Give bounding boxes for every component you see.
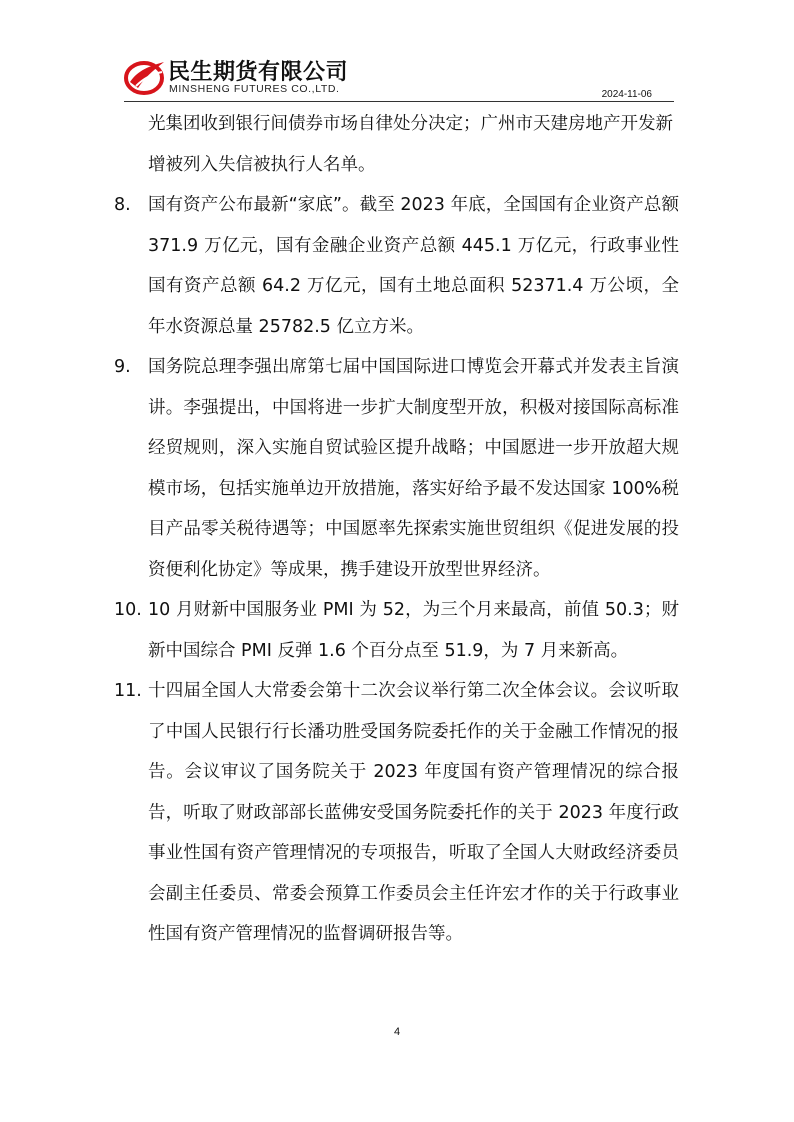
list-item-text: 十四届全国人大常委会第十二次会议举行第二次全体会议。会议听取了中国人民银行行长潘功胜受国务院委托作的关于金融工作情况的报告。会议审议了国务院关于 2023 年度国有资产管理情况的综合报告，听取了财政部部长蓝佛安受国务院委托作的关于 2023 年度行政事业性国有资产管理情况的专项报告，听取了全国人大财政经济委员会副主任委员、常委会预算工作委员会主任许宏才作的关于行政事业性国有资产管理情况的监督调研报告等。	[148, 681, 679, 944]
list-item-number: 11.	[114, 681, 142, 701]
logo-english-name: MINSHENG FUTURES CO.,LTD.	[169, 83, 340, 95]
page-header	[124, 52, 674, 102]
continued-paragraph-text: 光集团收到银行间债券市场自律处分决定；广州市天建房地产开发新增被列入失信被执行人名单。	[148, 114, 673, 175]
document-body	[114, 104, 679, 955]
header-divider	[124, 101, 674, 102]
list-item-text: 国有资产公布最新“家底”。截至 2023 年底，全国国有企业资产总额 371.9 万亿元，国有金融企业资产总额 445.1 万亿元，行政事业性国有资产总额 64.2 万亿元，国有土地总面积 52371.4 万公顷，全年水资源总量 25782.5 亿立方米。	[148, 195, 679, 337]
report-date: 2024-11-06	[601, 89, 652, 100]
list-item-number: 9.	[114, 357, 131, 377]
list-item-9	[114, 347, 679, 590]
list-item-8	[114, 185, 679, 347]
list-item-number: 10.	[114, 600, 142, 620]
list-item-text: 10 月财新中国服务业 PMI 为 52，为三个月来最高，前值 50.3；财新中国综合 PMI 反弹 1.6 个百分点至 51.9，为 7 月来新高。	[148, 600, 679, 661]
list-item-number: 8.	[114, 195, 131, 215]
list-item-text: 国务院总理李强出席第七届中国国际进口博览会开幕式并发表主旨演讲。李强提出，中国将进一步扩大制度型开放，积极对接国际高标准经贸规则，深入实施自贸试验区提升战略；中国愿进一步开放超大规模市场，包括实施单边开放措施，落实好给予最不发达国家 100%税目产品零关税待遇等；中国愿率先探索实施世贸组织《促进发展的投资便利化协定》等成果，携手建设开放型世界经济。	[148, 357, 679, 580]
logo-chinese-name: 民生期货有限公司	[168, 60, 349, 85]
company-logo	[124, 52, 364, 100]
page-number: 4	[393, 1026, 401, 1038]
list-item-11	[114, 671, 679, 955]
continued-paragraph	[114, 104, 679, 185]
list-item-10	[114, 590, 679, 671]
minsheng-logo-icon	[124, 56, 166, 96]
